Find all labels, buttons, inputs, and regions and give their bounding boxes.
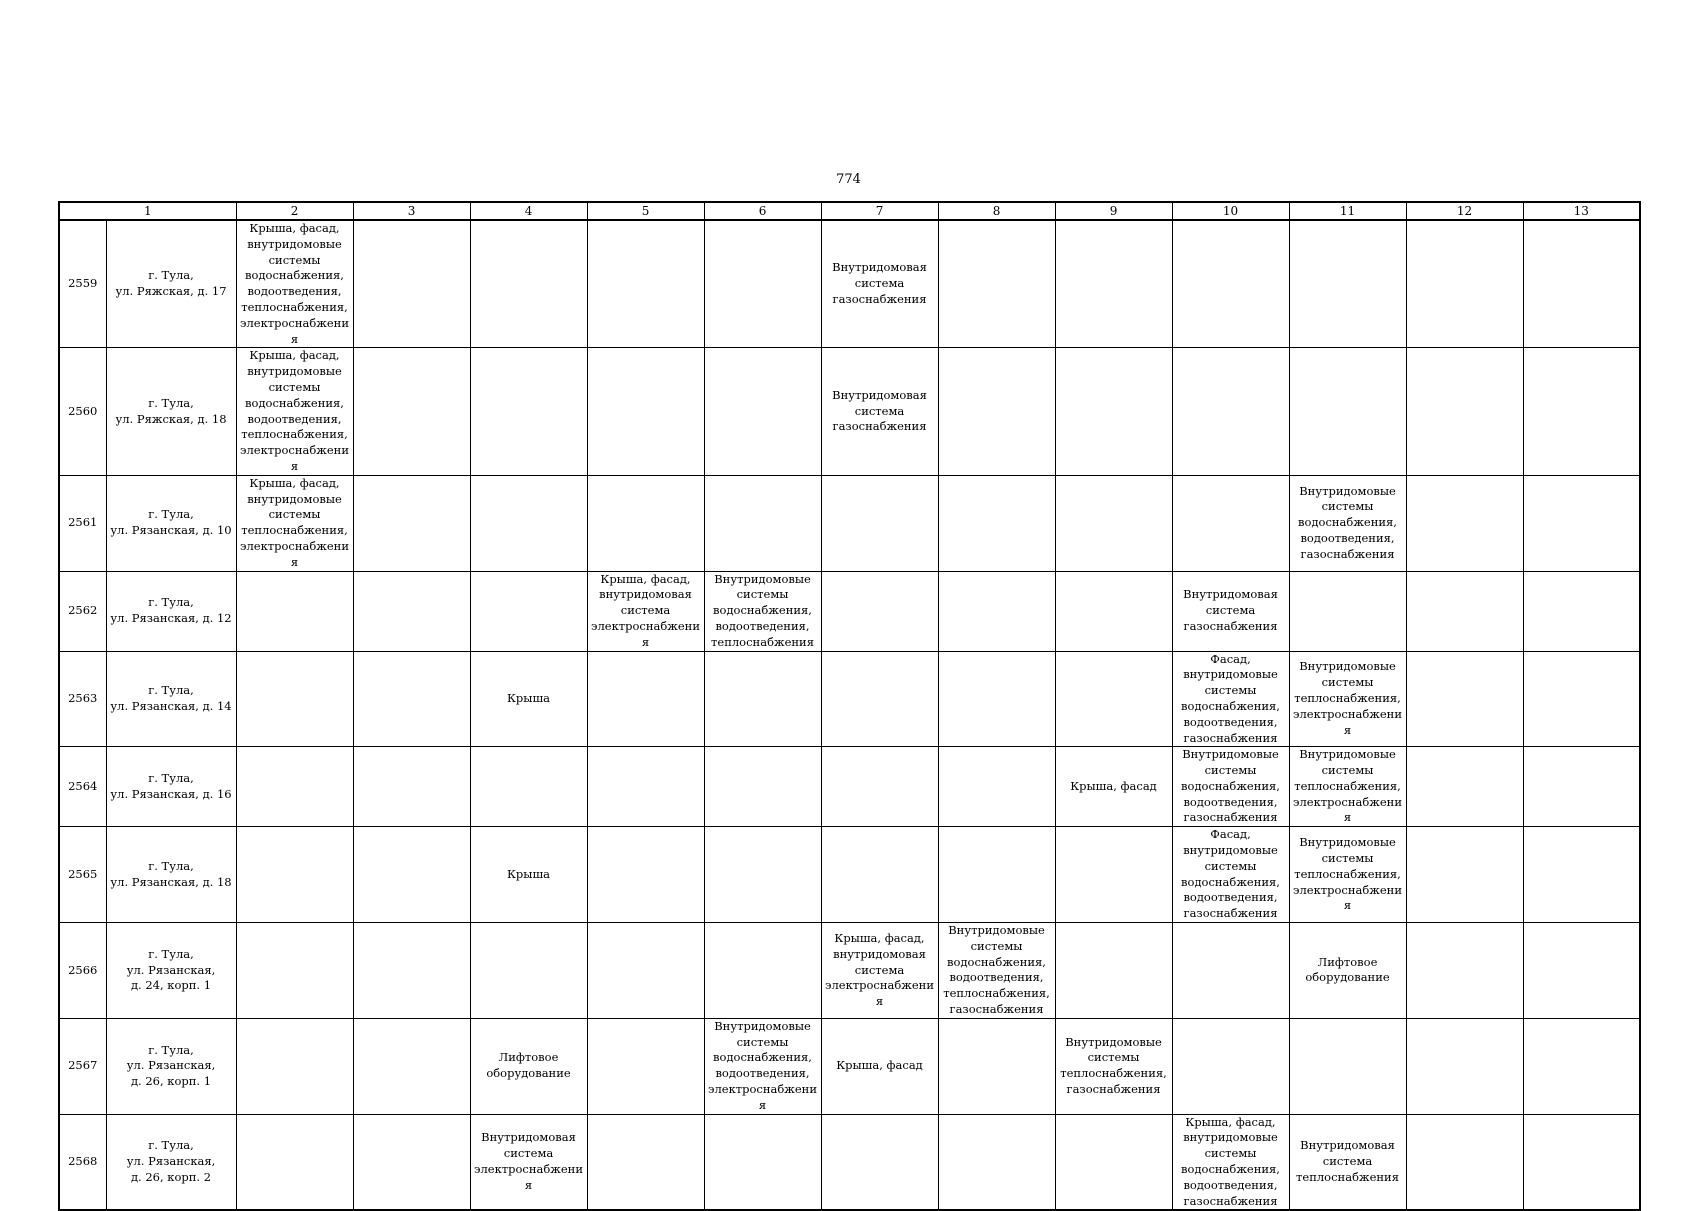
- work-type-cell: [704, 571, 821, 651]
- table-row: [59, 475, 1640, 571]
- work-type-cell: [1172, 571, 1289, 651]
- work-type-cell: [1523, 1018, 1640, 1114]
- column-header: 7: [821, 202, 938, 220]
- work-type-cell: [1172, 348, 1289, 475]
- work-type-cell: [821, 747, 938, 827]
- table-row: [59, 1018, 1640, 1114]
- work-type-cell: [353, 747, 470, 827]
- work-type-cell: [470, 827, 587, 923]
- address-cell: г. Тула, ул. Рязанская, д. 18: [106, 827, 236, 923]
- address-cell: г. Тула, ул. Ряжская, д. 18: [106, 348, 236, 475]
- work-type-text: Фасад, внутридомовые системы водоснабжения, водоотведения, газоснабжения: [1181, 651, 1280, 745]
- work-type-cell: [587, 475, 704, 571]
- work-type-cell: [587, 220, 704, 348]
- work-type-cell: [1055, 1018, 1172, 1114]
- column-header: 12: [1406, 202, 1523, 220]
- table-row: [59, 220, 1640, 348]
- work-type-cell: [1055, 747, 1172, 827]
- work-type-cell: [704, 1114, 821, 1210]
- work-type-cell: [938, 1114, 1055, 1210]
- work-type-cell: [821, 827, 938, 923]
- work-type-text: Лифтовое оборудование: [1305, 954, 1390, 985]
- work-type-text: Внутридомовые системы водоснабжения, водоотведения, теплоснабжения: [711, 571, 814, 649]
- row-number: 2564: [59, 747, 106, 827]
- work-type-cell: [704, 923, 821, 1019]
- work-type-cell: [1055, 1114, 1172, 1210]
- work-type-cell: [938, 747, 1055, 827]
- work-type-cell: [821, 348, 938, 475]
- work-type-cell: [1289, 923, 1406, 1019]
- work-type-cell: [704, 475, 821, 571]
- column-header: 6: [704, 202, 821, 220]
- address-cell: г. Тула, ул. Рязанская, д. 16: [106, 747, 236, 827]
- work-type-cell: [470, 651, 587, 747]
- work-type-cell: [470, 747, 587, 827]
- work-type-cell: [236, 475, 353, 571]
- work-type-cell: [1406, 747, 1523, 827]
- work-type-cell: [938, 923, 1055, 1019]
- work-type-cell: [1289, 747, 1406, 827]
- row-number: 2561: [59, 475, 106, 571]
- column-header: 10: [1172, 202, 1289, 220]
- work-type-cell: [1523, 475, 1640, 571]
- row-number: 2566: [59, 923, 106, 1019]
- work-type-cell: [821, 651, 938, 747]
- address-cell: г. Тула, ул. Рязанская, д. 26, корп. 1: [106, 1018, 236, 1114]
- table-row: [59, 571, 1640, 651]
- work-type-cell: [1523, 348, 1640, 475]
- work-type-cell: [1406, 571, 1523, 651]
- work-type-text: Крыша, фасад, внутридомовая система электроснабжения: [591, 571, 701, 649]
- work-type-cell: [353, 348, 470, 475]
- column-header: 5: [587, 202, 704, 220]
- table-row: [59, 827, 1640, 923]
- work-type-text: Внутридомовые системы водоснабжения, водоотведения, газоснабжения: [1298, 483, 1397, 561]
- work-type-text: Крыша: [507, 866, 550, 881]
- column-header: 2: [236, 202, 353, 220]
- work-type-cell: [236, 747, 353, 827]
- work-type-cell: [236, 827, 353, 923]
- work-type-cell: [1523, 827, 1640, 923]
- work-type-cell: [1289, 475, 1406, 571]
- work-type-cell: [938, 1018, 1055, 1114]
- work-type-text: Крыша, фасад, внутридомовая система электроснабжения: [825, 930, 935, 1009]
- work-type-cell: [1172, 220, 1289, 348]
- table-row: [59, 923, 1640, 1019]
- work-type-cell: [1055, 923, 1172, 1019]
- work-type-cell: [236, 923, 353, 1019]
- work-type-text: Внутридомовая система газоснабжения: [832, 387, 927, 434]
- work-type-cell: [470, 571, 587, 651]
- work-type-cell: [470, 475, 587, 571]
- work-type-cell: [1172, 1114, 1289, 1210]
- work-type-cell: [1289, 1018, 1406, 1114]
- work-type-text: Внутридомовые системы водоснабжения, водоотведения, газоснабжения: [1181, 747, 1280, 825]
- work-type-cell: [1055, 827, 1172, 923]
- work-type-cell: [1289, 827, 1406, 923]
- address-cell: г. Тула, ул. Ряжская, д. 17: [106, 220, 236, 348]
- table-row: [59, 348, 1640, 475]
- work-type-cell: [587, 747, 704, 827]
- work-type-cell: [1406, 475, 1523, 571]
- work-type-cell: [470, 220, 587, 348]
- table-row: [59, 1114, 1640, 1210]
- work-type-text: Внутридомовые системы теплоснабжения, электроснабжения: [1293, 747, 1403, 825]
- work-type-cell: [704, 827, 821, 923]
- page-number: 774: [836, 172, 861, 187]
- work-type-cell: [821, 1018, 938, 1114]
- address-cell: г. Тула, ул. Рязанская, д. 26, корп. 2: [106, 1114, 236, 1210]
- work-type-cell: [1523, 220, 1640, 348]
- work-type-cell: [1172, 923, 1289, 1019]
- work-type-cell: [1523, 1114, 1640, 1210]
- work-type-cell: [587, 348, 704, 475]
- work-type-cell: [704, 747, 821, 827]
- work-type-cell: [1406, 923, 1523, 1019]
- column-header: 8: [938, 202, 1055, 220]
- work-type-text: Внутридомовая система газоснабжения: [832, 260, 927, 307]
- work-type-cell: [236, 571, 353, 651]
- work-type-text: Крыша, фасад, внутридомовые системы водоснабжения, водоотведения, газоснабжения: [1181, 1114, 1280, 1208]
- work-type-cell: [1406, 220, 1523, 348]
- row-number: 2567: [59, 1018, 106, 1114]
- work-type-cell: [1289, 1114, 1406, 1210]
- work-type-cell: [1172, 1018, 1289, 1114]
- work-type-text: Внутридомовые системы водоснабжения, водоотведения, электроснабжения: [708, 1018, 818, 1112]
- address-cell: г. Тула, ул. Рязанская, д. 24, корп. 1: [106, 923, 236, 1019]
- header-row: [59, 202, 1640, 220]
- work-type-cell: [1406, 827, 1523, 923]
- work-type-cell: [470, 348, 587, 475]
- work-type-text: Крыша, фасад: [1070, 778, 1157, 793]
- work-type-text: Лифтовое оборудование: [486, 1050, 571, 1081]
- work-type-cell: [1055, 651, 1172, 747]
- work-type-text: Внутридомовые системы теплоснабжения, газоснабжения: [1060, 1034, 1167, 1097]
- work-type-cell: [1523, 747, 1640, 827]
- work-type-cell: [821, 923, 938, 1019]
- work-type-cell: [1172, 747, 1289, 827]
- work-type-cell: [470, 923, 587, 1019]
- work-type-text: Внутридомовые системы теплоснабжения, электроснабжения: [1293, 659, 1403, 737]
- work-type-cell: [704, 348, 821, 475]
- work-type-text: Крыша, фасад, внутридомовые системы водоснабжения, водоотведения, теплоснабжения, электроснабжения: [240, 221, 350, 346]
- work-type-cell: [236, 348, 353, 475]
- work-type-cell: [938, 475, 1055, 571]
- row-number: 2565: [59, 827, 106, 923]
- work-type-cell: [1523, 923, 1640, 1019]
- work-type-cell: [1055, 348, 1172, 475]
- work-type-cell: [704, 220, 821, 348]
- repair-schedule-table: [58, 201, 1641, 1211]
- work-type-cell: [1406, 1018, 1523, 1114]
- column-header: 9: [1055, 202, 1172, 220]
- column-header: 13: [1523, 202, 1640, 220]
- work-type-cell: [1523, 571, 1640, 651]
- work-type-cell: [938, 348, 1055, 475]
- work-type-text: Крыша, фасад, внутридомовые системы теплоснабжения, электроснабжения: [240, 475, 350, 569]
- work-type-cell: [353, 475, 470, 571]
- work-type-cell: [1406, 348, 1523, 475]
- work-type-text: Внутридомовая система теплоснабжения: [1296, 1138, 1399, 1184]
- work-type-cell: [1289, 571, 1406, 651]
- work-type-text: Крыша, фасад: [836, 1058, 923, 1073]
- work-type-cell: [1523, 651, 1640, 747]
- column-header: 1: [59, 202, 236, 220]
- work-type-cell: [938, 827, 1055, 923]
- work-type-text: Крыша: [507, 691, 550, 705]
- work-type-text: Фасад, внутридомовые системы водоснабжения, водоотведения, газоснабжения: [1181, 827, 1280, 921]
- work-type-cell: [1055, 475, 1172, 571]
- work-type-cell: [236, 651, 353, 747]
- row-number: 2568: [59, 1114, 106, 1210]
- work-type-text: Внутридомовые системы теплоснабжения, электроснабжения: [1293, 835, 1403, 913]
- column-header: 11: [1289, 202, 1406, 220]
- table-row: [59, 747, 1640, 827]
- work-type-cell: [1289, 220, 1406, 348]
- work-type-text: Внутридомовая система электроснабжения: [474, 1130, 584, 1192]
- column-header: 3: [353, 202, 470, 220]
- work-type-text: Крыша, фасад, внутридомовые системы водоснабжения, водоотведения, теплоснабжения, электроснабжения: [240, 348, 350, 473]
- work-type-cell: [236, 1018, 353, 1114]
- work-type-cell: [587, 1114, 704, 1210]
- row-number: 2563: [59, 651, 106, 747]
- work-type-cell: [1055, 571, 1172, 651]
- work-type-cell: [1289, 651, 1406, 747]
- work-type-cell: [470, 1018, 587, 1114]
- work-type-cell: [1406, 1114, 1523, 1210]
- work-type-cell: [821, 1114, 938, 1210]
- work-type-cell: [821, 220, 938, 348]
- work-type-cell: [1055, 220, 1172, 348]
- work-type-cell: [353, 1018, 470, 1114]
- work-type-cell: [821, 475, 938, 571]
- work-type-cell: [236, 220, 353, 348]
- work-type-text: Внутридомовая система газоснабжения: [1183, 587, 1278, 633]
- address-cell: г. Тула, ул. Рязанская, д. 10: [106, 475, 236, 571]
- work-type-cell: [1172, 651, 1289, 747]
- address-cell: г. Тула, ул. Рязанская, д. 14: [106, 651, 236, 747]
- work-type-cell: [587, 571, 704, 651]
- work-type-cell: [353, 827, 470, 923]
- address-cell: г. Тула, ул. Рязанская, д. 12: [106, 571, 236, 651]
- work-type-cell: [1406, 651, 1523, 747]
- work-type-cell: [353, 220, 470, 348]
- work-type-cell: [1172, 827, 1289, 923]
- row-number: 2559: [59, 220, 106, 348]
- work-type-cell: [938, 651, 1055, 747]
- work-type-cell: [353, 651, 470, 747]
- work-type-cell: [704, 1018, 821, 1114]
- work-type-cell: [938, 220, 1055, 348]
- work-type-cell: [1289, 348, 1406, 475]
- work-type-cell: [1172, 475, 1289, 571]
- work-type-cell: [470, 1114, 587, 1210]
- work-type-cell: [353, 571, 470, 651]
- work-type-cell: [587, 923, 704, 1019]
- row-number: 2562: [59, 571, 106, 651]
- work-type-cell: [353, 923, 470, 1019]
- row-number: 2560: [59, 348, 106, 475]
- work-type-cell: [704, 651, 821, 747]
- column-header: 4: [470, 202, 587, 220]
- work-type-cell: [587, 651, 704, 747]
- work-type-cell: [236, 1114, 353, 1210]
- work-type-text: Внутридомовые системы водоснабжения, водоотведения, теплоснабжения, газоснабжения: [943, 923, 1050, 1017]
- work-type-cell: [353, 1114, 470, 1210]
- table-row: [59, 651, 1640, 747]
- work-type-cell: [587, 827, 704, 923]
- work-type-cell: [821, 571, 938, 651]
- work-type-cell: [587, 1018, 704, 1114]
- work-type-cell: [938, 571, 1055, 651]
